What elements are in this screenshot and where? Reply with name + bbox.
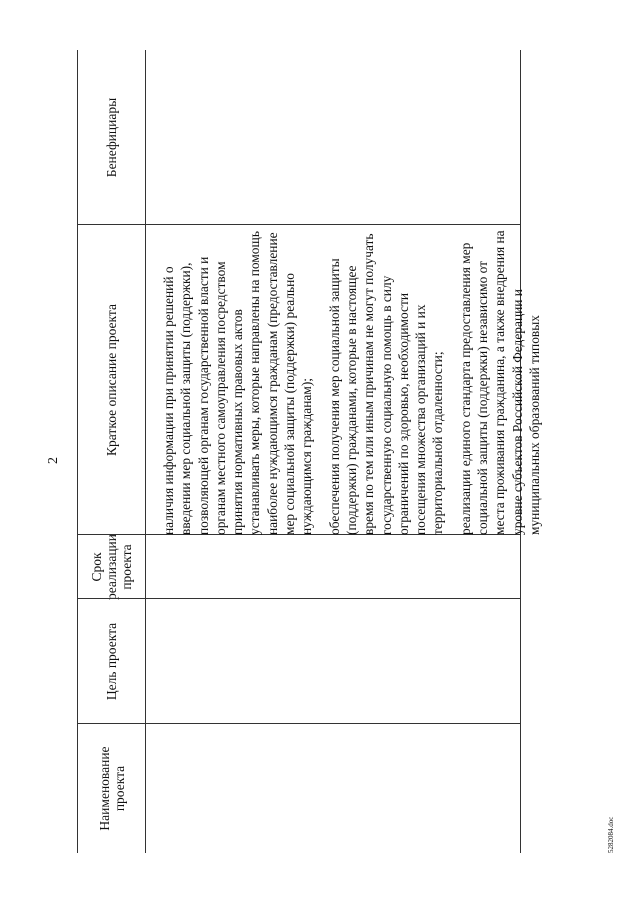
column-divider — [78, 723, 520, 724]
project-table — [77, 50, 542, 853]
header-beneficiaries: Бенефициары — [104, 97, 119, 178]
header-project-description: Краткое описание проекта — [104, 304, 119, 456]
header-project-goal: Цель проекта — [104, 622, 119, 701]
description-cell — [160, 230, 543, 535]
description-paragraph: наличия информации при принятии решений о введении мер социальной защиты (поддержки), позволяющей органам государственной власти и органам местного самоуправления посредством принятия нормативных правовых актов устанавливать меры, которые направлены на помощь наиболее нуждающимся гражданам (предоставление мер социальной защиты (поддержки) реально нуждающимся гражданам); — [161, 231, 315, 535]
column-divider — [78, 598, 520, 599]
footer-filename: 5282084.doc — [607, 816, 615, 853]
page-number: 2 — [46, 457, 61, 464]
description-paragraph: обеспечения получения мер социальной защиты (поддержки) гражданами, которые в настоящее время по тем или иным причинам не могут получать государственную социальную помощь в силу ограничений по здоровью, необходимости посещения множества организаций и их территориальной отдаленности; — [326, 233, 446, 535]
header-project-term: Срок реализации проекта — [89, 534, 134, 600]
header-project-name: Наименование проекта — [96, 746, 127, 831]
table-header-row — [78, 50, 146, 853]
column-divider — [78, 224, 520, 225]
description-paragraph: реализации единого стандарта предоставления мер социальной защиты (поддержки) независимо от места проживания гражданина, а также внедрения на уровне субъектов Российской Федерации и муниципальных образований типовых — [457, 230, 542, 535]
